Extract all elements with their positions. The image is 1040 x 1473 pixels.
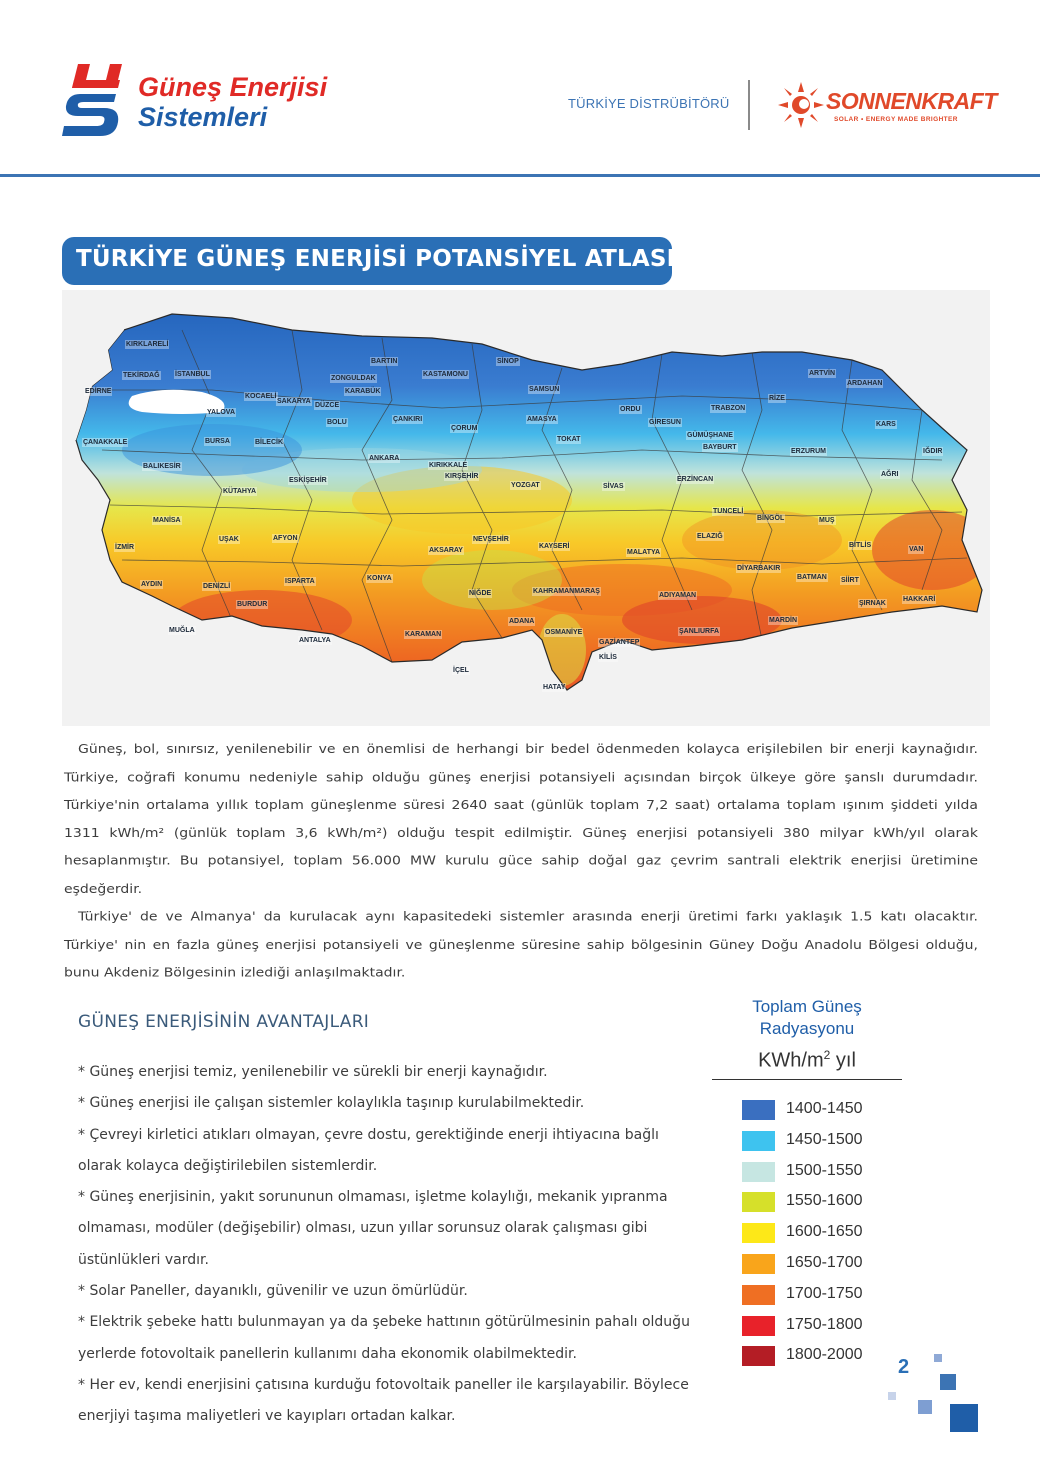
province-label: RİZE	[769, 395, 785, 402]
province-label: TUNCELİ	[713, 508, 744, 515]
province-label: KIRŞEHİR	[445, 473, 479, 480]
province-label: KOCAELİ	[245, 393, 277, 400]
province-label: BURSA	[205, 438, 230, 445]
province-label: BATMAN	[797, 574, 827, 581]
advantage-item: * Güneş enerjisinin, yakıt sorununun olmaması, işletme kolaylığı, mekanik yıpranma olmaması, modüler (değişebilir) olması, uzun yıllar sorunsuz olarak çalışması gibi üstünlükleri vardır.	[78, 1189, 668, 1268]
advantages-list	[78, 1057, 698, 1433]
province-label: İZMİR	[115, 544, 135, 551]
advantage-item: * Solar Paneller, dayanıklı, güvenilir ve uzun ömürlüdür.	[78, 1283, 468, 1300]
province-label: ÇANKIRI	[393, 416, 423, 423]
province-label: MUĞLA	[169, 627, 195, 634]
intro-paragraph-1: Güneş, bol, sınırsız, yenilenebilir ve en önemlisi de herhangi bir bedel ödenmeden kolayca erişilebilen bir enerji kaynağıdır. Türkiye, coğrafi konumu nedeniyle sahip olduğu güneş enerjisi potansiyeli açısından birçok ülkeye göre şanslı durumdadır. Türkiye'nin ortalama yıllık toplam güneşlenme süresi 2640 saat (günlük toplam 7,2 saat) ortalama toplam ışınım şiddeti yılda 1311 kWh/m² (günlük toplam 3,6 kWh/m²) olduğu tespit edilmiştir. Güneş enerjisi potansiyeli 380 milyar kWh/yıl olarak hesaplanmıştır. Bu potansiyel, toplam 56.000 MW kurulu güce sahip doğal gaz çevrim santrali elektrik enerjisi üretimine eşdeğerdir.	[64, 742, 978, 897]
province-label: ISPARTA	[285, 578, 315, 585]
radiation-legend	[712, 996, 902, 1364]
decorative-square	[934, 1354, 942, 1362]
legend-unit-base: KWh/m	[758, 1049, 824, 1072]
legend-swatch	[742, 1316, 775, 1336]
province-label: MUŞ	[819, 517, 835, 524]
province-label: BİTLİS	[849, 542, 872, 549]
legend-swatch	[742, 1192, 775, 1212]
province-label: ŞANLIURFA	[679, 628, 720, 635]
legend-swatch	[742, 1223, 775, 1243]
province-label: BARTIN	[371, 358, 398, 365]
province-label: HAKKARİ	[903, 596, 936, 603]
province-label: DÜZCE	[315, 402, 340, 409]
province-label: ADIYAMAN	[659, 592, 697, 599]
partner-tagline: SOLAR • ENERGY MADE BRIGHTER	[834, 116, 958, 123]
legend-swatch	[742, 1346, 775, 1366]
legend-label: 1700-1750	[786, 1284, 863, 1302]
province-label: KONYA	[367, 575, 392, 582]
page-header	[0, 0, 1040, 178]
province-label: ORDU	[620, 406, 641, 413]
province-label: KAYSERİ	[539, 543, 570, 550]
province-label: İSTANBUL	[175, 371, 210, 378]
province-label: VAN	[909, 546, 924, 553]
province-label: MANİSA	[153, 517, 181, 524]
province-label: KARS	[876, 421, 896, 428]
legend-title-line-2: Radyasyonu	[759, 1019, 855, 1038]
legend-swatch	[742, 1285, 775, 1305]
legend-swatch	[742, 1131, 775, 1151]
province-label: TOKAT	[557, 436, 581, 443]
legend-label: 1800-2000	[786, 1346, 863, 1364]
province-label: BOLU	[327, 419, 347, 426]
province-label: YOZGAT	[511, 482, 540, 489]
legend-swatch	[742, 1100, 775, 1120]
legend-label: 1550-1600	[786, 1192, 863, 1210]
legend-title-line-1: Toplam Güneş	[752, 997, 862, 1016]
province-label: ADANA	[509, 618, 535, 625]
decorative-square	[950, 1404, 978, 1432]
company-logo	[60, 60, 380, 140]
province-label: KIRKLARELİ	[126, 341, 169, 348]
province-label: SAMSUN	[529, 386, 560, 393]
province-label: İÇEL	[453, 667, 469, 674]
province-label: KIRIKKALE	[429, 462, 468, 469]
province-label: ANTALYA	[299, 637, 331, 644]
province-label: NİĞDE	[469, 590, 492, 597]
province-label: KARAMAN	[405, 631, 442, 638]
legend-swatch	[742, 1254, 775, 1274]
decorative-square	[940, 1374, 956, 1390]
legend-label: 1600-1650	[786, 1223, 863, 1241]
solar-potential-map	[62, 290, 990, 726]
sun-icon	[778, 82, 824, 128]
province-label: AKSARAY	[429, 547, 463, 554]
advantage-item: * Güneş enerjisi ile çalışan sistemler kolaylıkla taşınıp kurulabilmektedir.	[78, 1095, 585, 1112]
page-number: 2	[898, 1356, 910, 1378]
province-label: UŞAK	[219, 536, 239, 543]
province-label: ARTVİN	[809, 370, 836, 377]
province-label: BURDUR	[237, 601, 268, 608]
decorative-square	[918, 1400, 932, 1414]
advantage-item: * Her ev, kendi enerjisini çatısına kurduğu fotovoltaik paneller ile karşılayabilir. Böylece enerjiyi taşıma maliyetleri ve kayıpları ortadan kalkar.	[78, 1376, 689, 1425]
province-label: GİRESUN	[649, 419, 681, 426]
province-label: AĞRI	[881, 471, 899, 478]
brand-line-1: Güneş Enerjisi	[138, 72, 328, 102]
partner-name: SONNENKRAFT	[826, 88, 997, 114]
province-label: BİLECİK	[255, 439, 283, 446]
province-label: EDİRNE	[85, 388, 112, 395]
province-label: GAZİANTEP	[599, 639, 640, 646]
province-label: SİİRT	[841, 577, 859, 584]
province-label: ŞIRNAK	[859, 600, 886, 607]
province-label: TRABZON	[711, 405, 746, 412]
province-label: NEVŞEHİR	[473, 536, 509, 543]
province-label: KÜTAHYA	[223, 488, 257, 495]
legend-label: 1500-1550	[786, 1161, 863, 1179]
legend-label: 1650-1700	[786, 1253, 863, 1271]
distributor-label: TÜRKİYE DİSTRÜBİTÖRÜ	[568, 96, 730, 111]
legend-unit-exponent: 2	[823, 1048, 831, 1062]
province-label: ÇORUM	[451, 425, 478, 432]
legend-label: 1450-1500	[786, 1130, 863, 1148]
province-label: AMASYA	[527, 416, 557, 423]
advantage-item: * Güneş enerjisi temiz, yenilenebilir ve sürekli bir enerji kaynağıdır.	[78, 1064, 548, 1080]
advantage-item: * Çevreyi kirletici atıkları olmayan, çevre dostu, gerektiğinde enerji ihtiyacına bağlı olarak kolayca değiştirilebilen sistemlerdir.	[78, 1126, 659, 1174]
intro-paragraph-2: Türkiye' de ve Almanya' da kurulacak aynı kapasitedeki sistemler arasında enerji üretimi farkı yaklaşık 1.5 katı olacaktır. Türkiye' nin en fazla güneş enerjisi potansiyeli ve güneşlenme süresine sahip bölgesinin Güney Doğu Anadolu Bölgesi olduğu, bunu Akdeniz Bölgesinin izlediği anlaşılmaktadır.	[64, 909, 978, 981]
province-label: ERZURUM	[791, 448, 826, 455]
province-label: AFYON	[273, 535, 298, 542]
province-label: KARABÜK	[345, 388, 381, 395]
advantages-heading: GÜNEŞ ENERJİSİNİN AVANTAJLARI	[78, 1012, 370, 1032]
gse-logo-icon	[60, 60, 138, 140]
province-label: YALOVA	[207, 409, 236, 416]
province-label: KİLİS	[599, 654, 617, 661]
province-label: ESKİŞEHİR	[289, 477, 327, 484]
province-label: GÜMÜŞHANE	[687, 432, 733, 439]
legend-unit	[712, 1048, 902, 1080]
province-label: MARDİN	[769, 617, 797, 624]
province-label: BİNGÖL	[757, 515, 785, 522]
section-title-bar	[62, 237, 676, 285]
province-label: SİNOP	[497, 358, 519, 365]
province-label: ZONGULDAK	[331, 375, 376, 382]
province-label: ANKARA	[369, 455, 400, 462]
province-label: DENİZLİ	[203, 583, 231, 590]
partner-logo	[778, 80, 1023, 130]
turkey-map-graphic	[62, 290, 990, 726]
legend-unit-period: yıl	[830, 1049, 856, 1072]
province-label: BALIKESİR	[143, 463, 181, 470]
decorative-square	[888, 1392, 896, 1400]
province-label: SİVAS	[603, 483, 624, 490]
province-label: HATAY	[543, 684, 566, 691]
legend-label: 1400-1450	[786, 1100, 863, 1117]
page-title: TÜRKİYE GÜNEŞ ENERJİSİ POTANSİYEL ATLASI	[76, 246, 676, 272]
header-divider	[748, 80, 750, 130]
header-rule	[0, 174, 1040, 177]
legend-swatch	[742, 1162, 775, 1182]
province-label: ERZİNCAN	[677, 476, 714, 483]
province-label: ÇANAKKALE	[83, 439, 128, 446]
brand-line-2: Sistemleri	[138, 102, 268, 132]
province-label: ARDAHAN	[847, 380, 883, 387]
province-label: KAHRAMANMARAŞ	[533, 588, 600, 595]
province-label: DİYARBAKIR	[737, 565, 781, 572]
province-label: MALATYA	[627, 549, 661, 556]
province-label: OSMANİYE	[545, 629, 583, 636]
province-label: TEKİRDAĞ	[123, 372, 160, 379]
province-label: KASTAMONU	[423, 371, 468, 378]
intro-text	[64, 736, 978, 988]
legend-label: 1750-1800	[786, 1315, 863, 1333]
province-label: IĞDIR	[923, 448, 943, 455]
province-label: ELAZIĞ	[697, 533, 723, 540]
advantage-item: * Elektrik şebeke hattı bulunmayan ya da şebeke hattının götürülmesinin pahalı olduğu yerlerde fotovoltaik panellerin kullanımı daha ekonomik olabilmektedir.	[78, 1314, 690, 1362]
province-label: SAKARYA	[277, 398, 311, 405]
province-label: BAYBURT	[703, 444, 737, 451]
province-label: AYDIN	[141, 581, 163, 588]
